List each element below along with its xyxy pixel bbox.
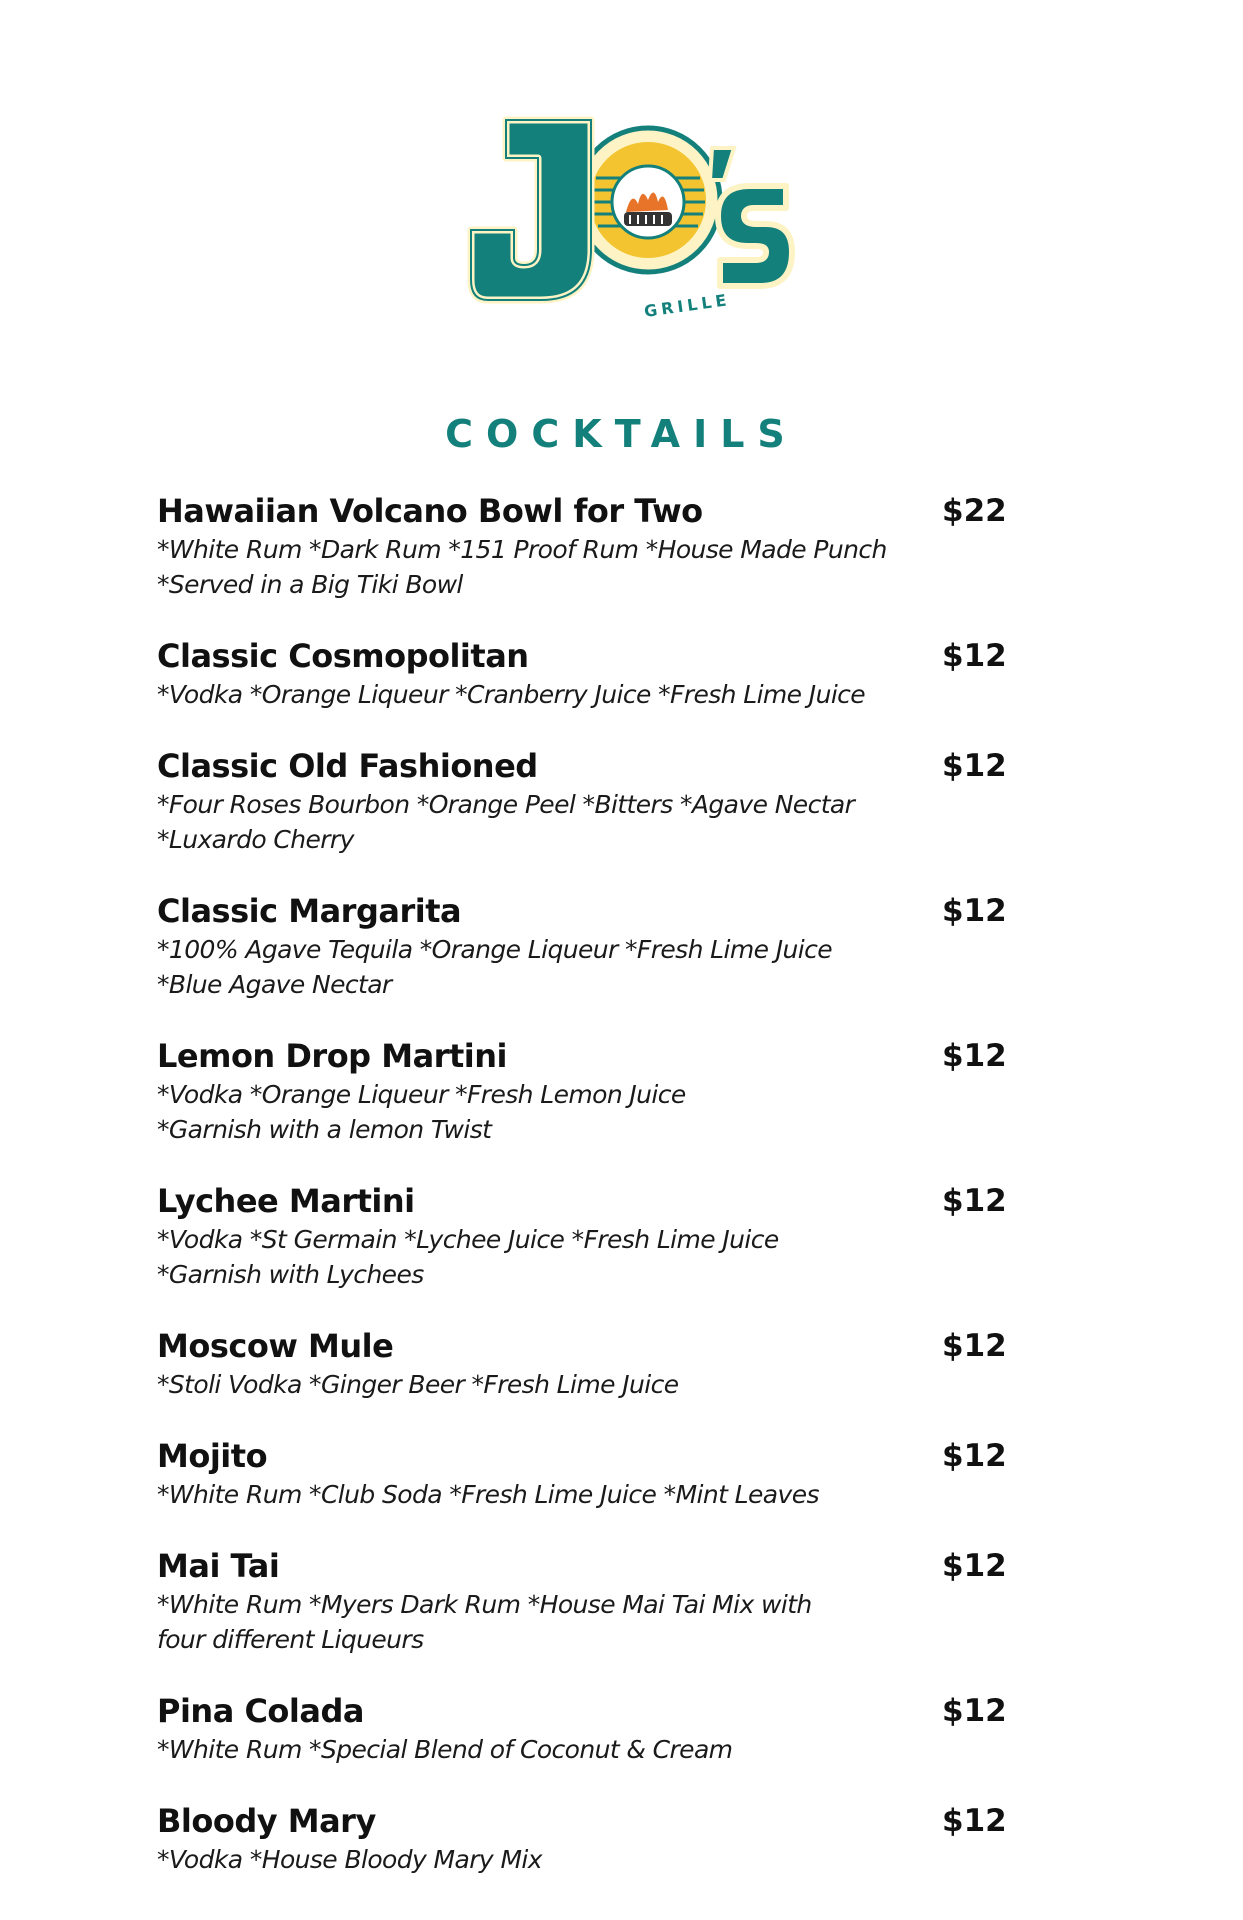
menu-item — [157, 890, 1007, 1002]
item-description: *Served in a Big Tiki Bowl — [157, 570, 463, 599]
item-name: Mojito — [157, 1437, 268, 1475]
item-name: Classic Old Fashioned — [157, 747, 538, 785]
item-description: four different Liqueurs — [157, 1625, 424, 1654]
item-price: $12 — [942, 1693, 1007, 1729]
item-name: Pina Colada — [157, 1692, 364, 1730]
menu-item — [157, 490, 1007, 602]
item-price: $12 — [942, 1438, 1007, 1474]
item-description: *White Rum *Dark Rum *151 Proof Rum *House Made Punch — [157, 535, 887, 564]
item-description: *Vodka *Orange Liqueur *Fresh Lemon Juice — [157, 1080, 686, 1109]
menu-item — [157, 1035, 1007, 1147]
svg-text:GRILLE: GRILLE — [642, 290, 732, 321]
item-description: *White Rum *Myers Dark Rum *House Mai Tai Mix with — [157, 1590, 812, 1619]
item-name: Hawaiian Volcano Bowl for Two — [157, 492, 703, 530]
item-name: Classic Margarita — [157, 892, 462, 930]
item-description: *Garnish with Lychees — [157, 1260, 424, 1289]
item-price: $12 — [942, 1183, 1007, 1219]
item-description: *Garnish with a lemon Twist — [157, 1115, 492, 1144]
item-price: $22 — [942, 493, 1007, 529]
menu-item — [157, 1180, 1007, 1292]
item-name: Lemon Drop Martini — [157, 1037, 507, 1075]
item-price: $12 — [942, 1803, 1007, 1839]
item-description: *Stoli Vodka *Ginger Beer *Fresh Lime Juice — [157, 1370, 679, 1399]
item-price: $12 — [942, 1328, 1007, 1364]
item-description: *Luxardo Cherry — [157, 825, 354, 854]
item-price: $12 — [942, 748, 1007, 784]
item-name: Moscow Mule — [157, 1327, 394, 1365]
item-price: $12 — [942, 1038, 1007, 1074]
menu-item — [157, 635, 1007, 712]
item-price: $12 — [942, 1548, 1007, 1584]
item-description: *White Rum *Club Soda *Fresh Lime Juice *Mint Leaves — [157, 1480, 819, 1509]
item-name: Classic Cosmopolitan — [157, 637, 529, 675]
item-description: *Four Roses Bourbon *Orange Peel *Bitters *Agave Nectar — [157, 790, 855, 819]
item-description: *Vodka *Orange Liqueur *Cranberry Juice *Fresh Lime Juice — [157, 680, 866, 709]
menu-item — [157, 745, 1007, 857]
item-description: *White Rum *Special Blend of Coconut & Cream — [157, 1735, 733, 1764]
menu-item — [157, 1325, 1007, 1402]
item-description: *Vodka *St Germain *Lychee Juice *Fresh Lime Juice — [157, 1225, 779, 1254]
item-name: Mai Tai — [157, 1547, 280, 1585]
item-description: *100% Agave Tequila *Orange Liqueur *Fresh Lime Juice — [157, 935, 833, 964]
item-description: *Vodka *House Bloody Mary Mix — [157, 1845, 542, 1874]
item-price: $12 — [942, 893, 1007, 929]
item-name: Lychee Martini — [157, 1182, 415, 1220]
jos-grille-logo — [466, 100, 796, 330]
item-name: Bloody Mary — [157, 1802, 376, 1840]
item-price: $12 — [942, 638, 1007, 674]
cocktail-menu — [157, 490, 1007, 1877]
menu-item — [157, 1690, 1007, 1767]
menu-item — [157, 1435, 1007, 1512]
menu-item — [157, 1800, 1007, 1877]
section-title: COCKTAILS — [445, 412, 798, 456]
item-description: *Blue Agave Nectar — [157, 970, 392, 999]
menu-item — [157, 1545, 1007, 1657]
